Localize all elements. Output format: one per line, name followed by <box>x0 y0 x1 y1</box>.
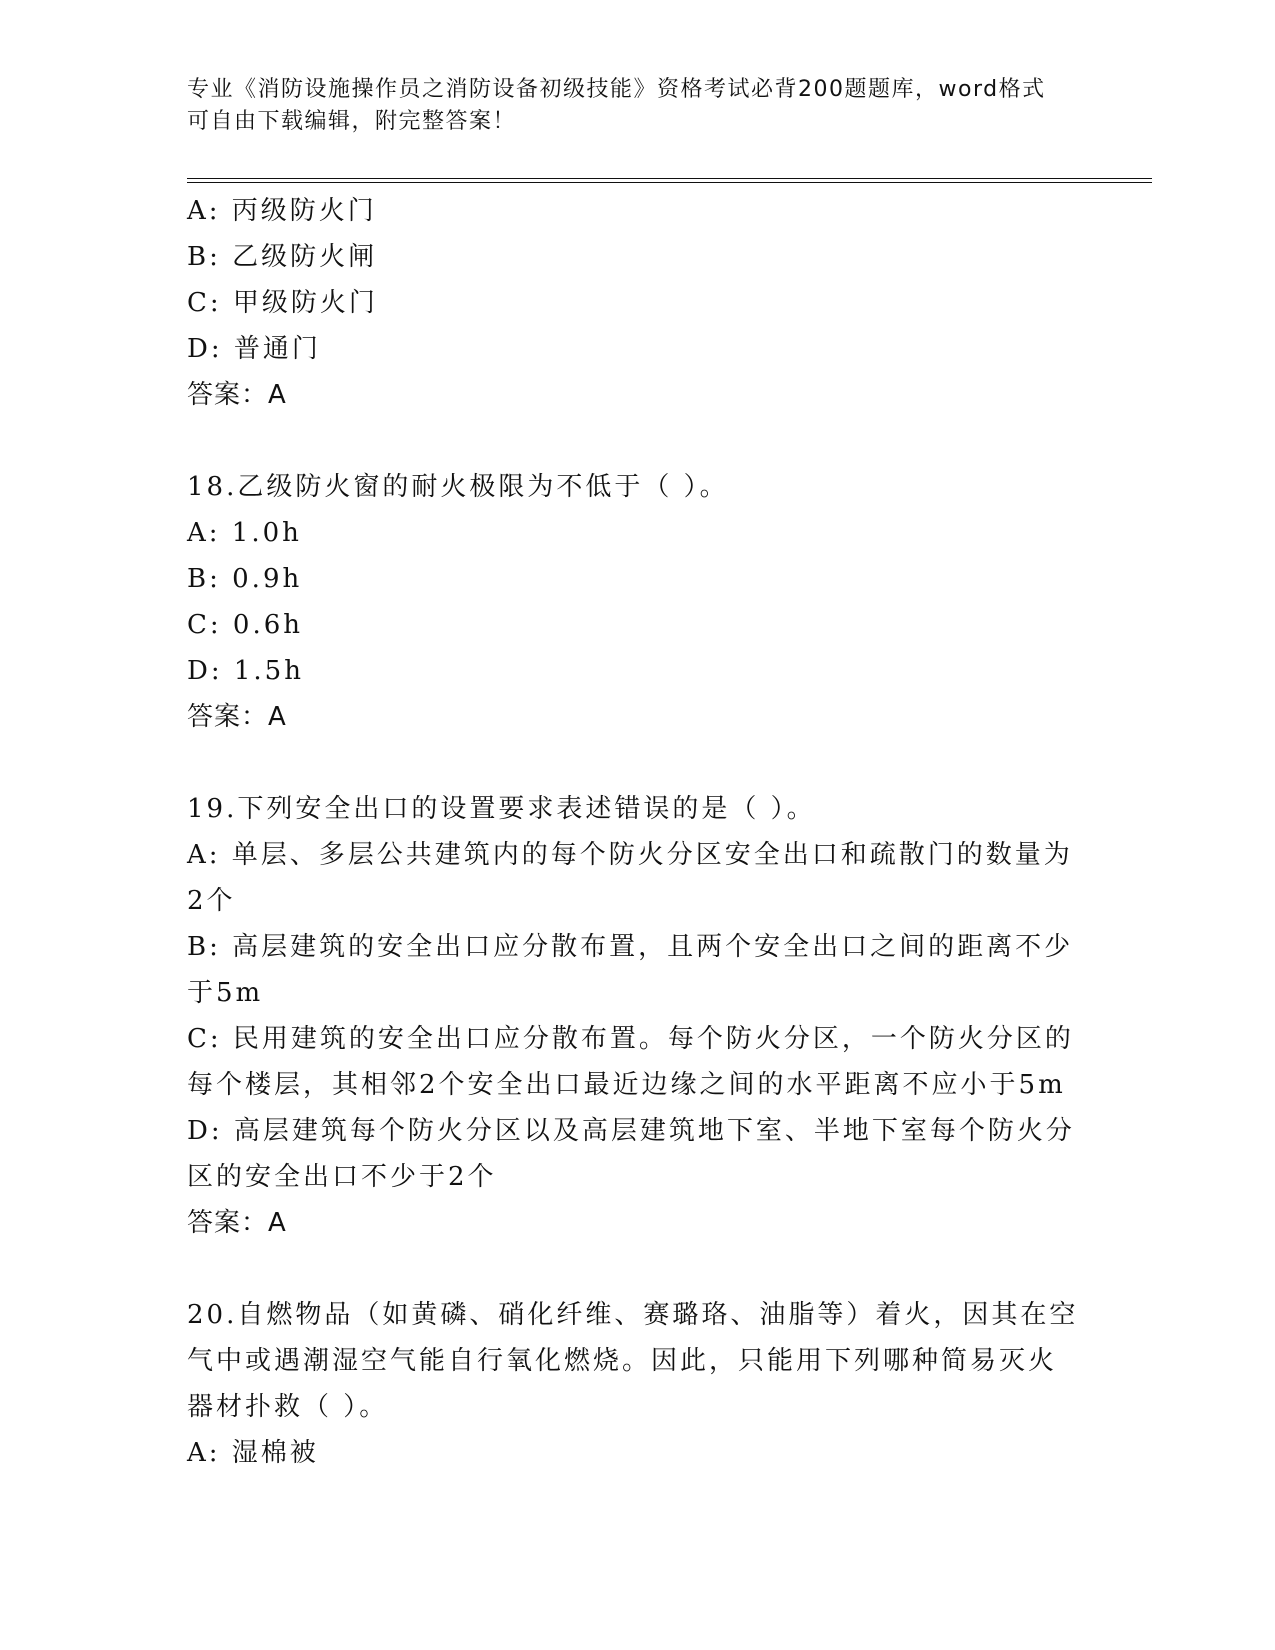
q19-answer: 答案：A <box>187 1208 287 1238</box>
q20-question-line-3: 器材扑救（ ）。 <box>187 1392 389 1422</box>
document-header: 专业《消防设施操作员之消防设备初级技能》资格考试必背200题题库，word格式可自由下载编辑，附完整答案！ <box>187 77 1046 134</box>
q18-option-d: D: 1.5h <box>187 656 304 686</box>
q19-question: 19.下列安全出口的设置要求表述错误的是（ ）。 <box>187 794 816 824</box>
q18-answer: 答案：A <box>187 702 287 732</box>
q20-question-line-1: 20.自燃物品（如黄磷、硝化纤维、赛璐珞、油脂等）着火，因其在空 <box>187 1300 1079 1330</box>
q18-option-a: A: 1.0h <box>187 518 302 548</box>
q17-option-b: B: 乙级防火闸 <box>187 242 378 272</box>
question-20 <box>187 1292 1077 1476</box>
q20-option-a: A: 湿棉被 <box>187 1438 319 1468</box>
q18-option-c: C: 0.6h <box>187 610 304 640</box>
question-19 <box>187 786 1077 1246</box>
spacer <box>187 740 1077 786</box>
spacer <box>187 418 1077 464</box>
question-18 <box>187 464 1077 740</box>
q17-option-a: A: 丙级防火门 <box>187 196 377 226</box>
header-divider-bottom <box>187 182 1152 183</box>
q17-answer: 答案：A <box>187 380 287 410</box>
spacer <box>187 1246 1077 1292</box>
q19-option-c-line-1: C: 民用建筑的安全出口应分散布置。每个防火分区，一个防火分区的 <box>187 1024 1074 1054</box>
header-divider-top <box>187 178 1152 179</box>
q18-option-b: B: 0.9h <box>187 564 303 594</box>
q19-option-d-line-2: 区的安全出口不少于2个 <box>187 1162 497 1192</box>
q19-option-b-line-1: B: 高层建筑的安全出口应分散布置，且两个安全出口之间的距离不少 <box>187 932 1074 962</box>
question-list <box>187 188 1077 1476</box>
q19-option-c-line-2: 每个楼层，其相邻2个安全出口最近边缘之间的水平距离不应小于5m <box>187 1070 1066 1100</box>
q17-option-d: D: 普通门 <box>187 334 321 364</box>
q20-question-line-2: 气中或遇潮湿空气能自行氧化燃烧。因此，只能用下列哪种简易灭火 <box>187 1346 1058 1376</box>
q19-option-b-line-2: 于5m <box>187 978 264 1008</box>
question-17 <box>187 188 1077 418</box>
q17-option-c: C: 甲级防火门 <box>187 288 378 318</box>
q19-option-a-line-1: A: 单层、多层公共建筑内的每个防火分区安全出口和疏散门的数量为 <box>187 840 1073 870</box>
q18-question: 18.乙级防火窗的耐火极限为不低于（ ）。 <box>187 472 729 502</box>
q19-option-d-line-1: D: 高层建筑每个防火分区以及高层建筑地下室、半地下室每个防火分 <box>187 1116 1075 1146</box>
q19-option-a-line-2: 2个 <box>187 886 236 916</box>
